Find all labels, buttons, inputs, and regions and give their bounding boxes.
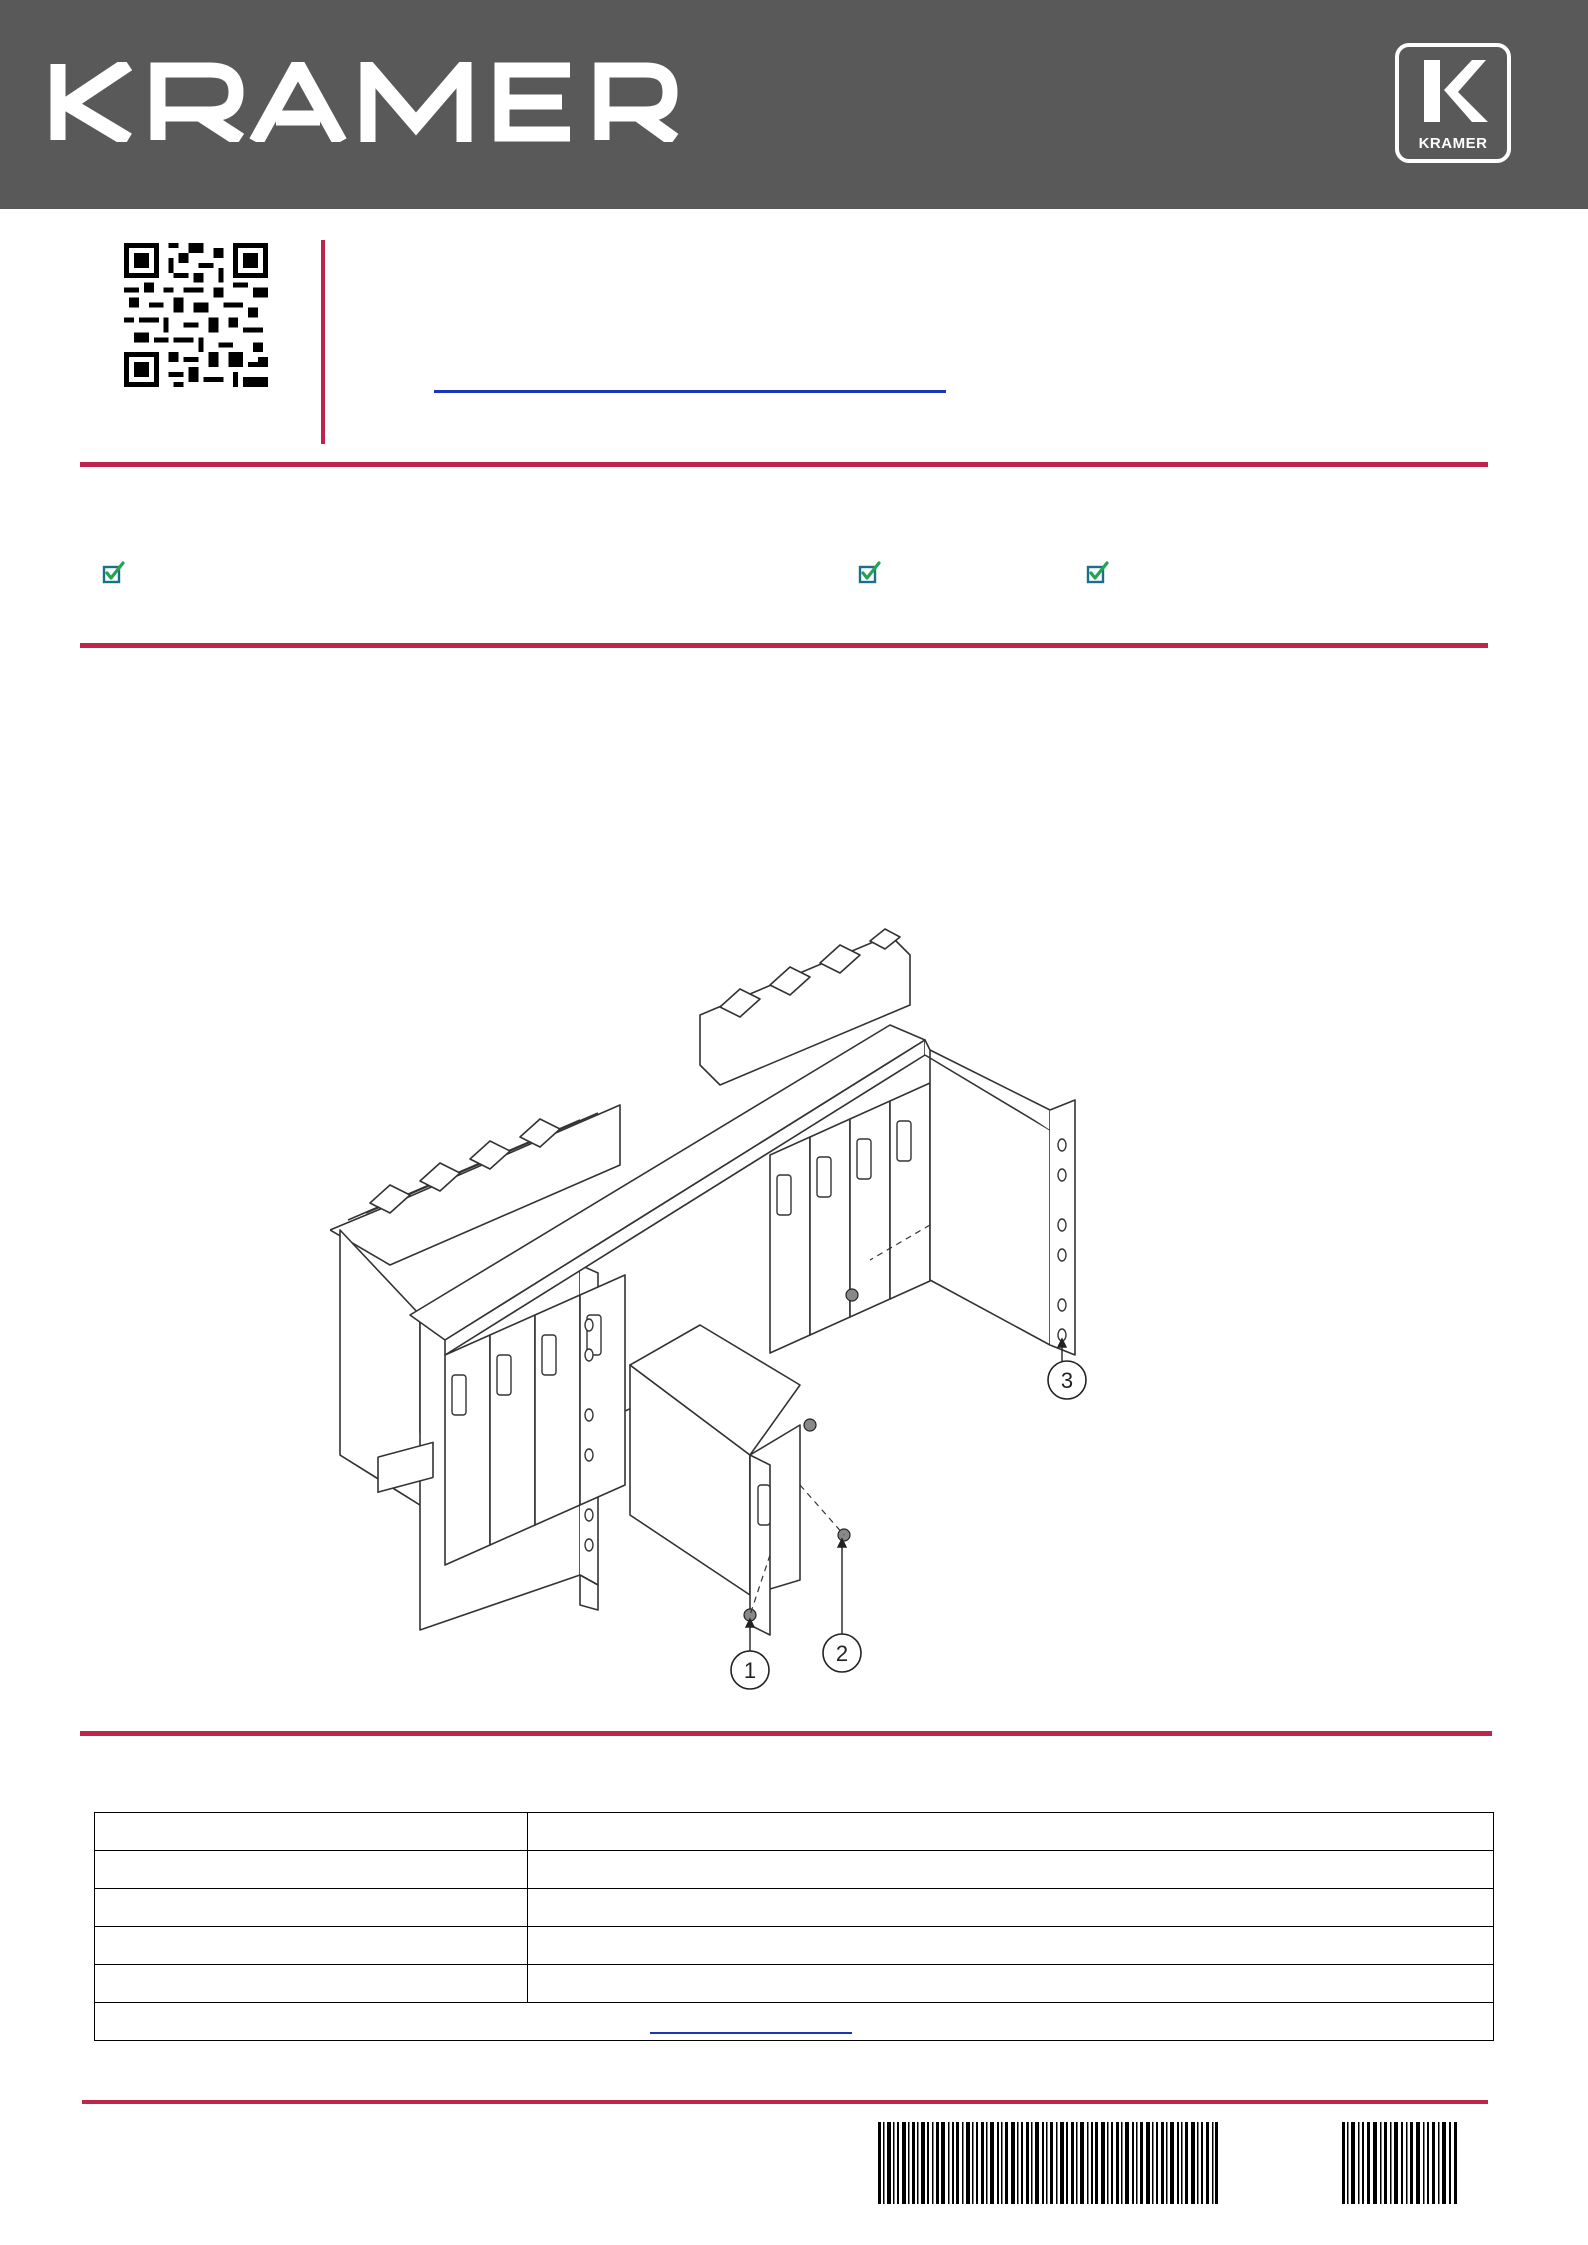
table-cell-label <box>95 1813 528 1851</box>
callout-3-label: 3 <box>1060 1368 1074 1393</box>
table-row <box>95 1965 1494 2003</box>
table-cell-value <box>528 1889 1494 1927</box>
callout-1-label: 1 <box>743 1658 757 1683</box>
intro-divider <box>321 240 325 444</box>
kramer-wordmark-logo <box>50 62 680 142</box>
table-cell-label <box>95 1965 528 2003</box>
table-cell-value <box>528 1927 1494 1965</box>
website-link[interactable] <box>650 2032 852 2034</box>
table-row <box>95 1851 1494 1889</box>
table-row <box>95 1813 1494 1851</box>
badge-label: KRAMER <box>1418 135 1488 152</box>
rack-mount-illustration <box>330 895 1265 1695</box>
section-rule <box>80 643 1488 648</box>
table-cell-label <box>95 1927 528 1965</box>
barcode-icon <box>878 2122 1218 2204</box>
checked-box-icon <box>101 560 127 586</box>
checked-box-icon <box>857 560 883 586</box>
table-row <box>95 1889 1494 1927</box>
table-cell-value <box>528 1965 1494 2003</box>
kramer-badge-logo <box>1394 42 1512 164</box>
table-cell-value <box>528 1851 1494 1889</box>
qr-code-icon[interactable] <box>124 243 268 387</box>
user-manual-link[interactable] <box>434 390 946 393</box>
table-cell-value <box>528 1813 1494 1851</box>
table-row <box>95 1927 1494 1965</box>
table-footer-cell <box>95 2003 1494 2041</box>
section-rule <box>80 1731 1492 1736</box>
table-cell-label <box>95 1851 528 1889</box>
checked-box-icon <box>1085 560 1111 586</box>
spec-table <box>94 1812 1494 2041</box>
table-row <box>95 2003 1494 2041</box>
barcode-icon <box>1342 2122 1458 2204</box>
callout-2-label: 2 <box>835 1641 849 1666</box>
footer-rule <box>82 2100 1488 2104</box>
table-cell-label <box>95 1889 528 1927</box>
section-rule <box>80 462 1488 467</box>
